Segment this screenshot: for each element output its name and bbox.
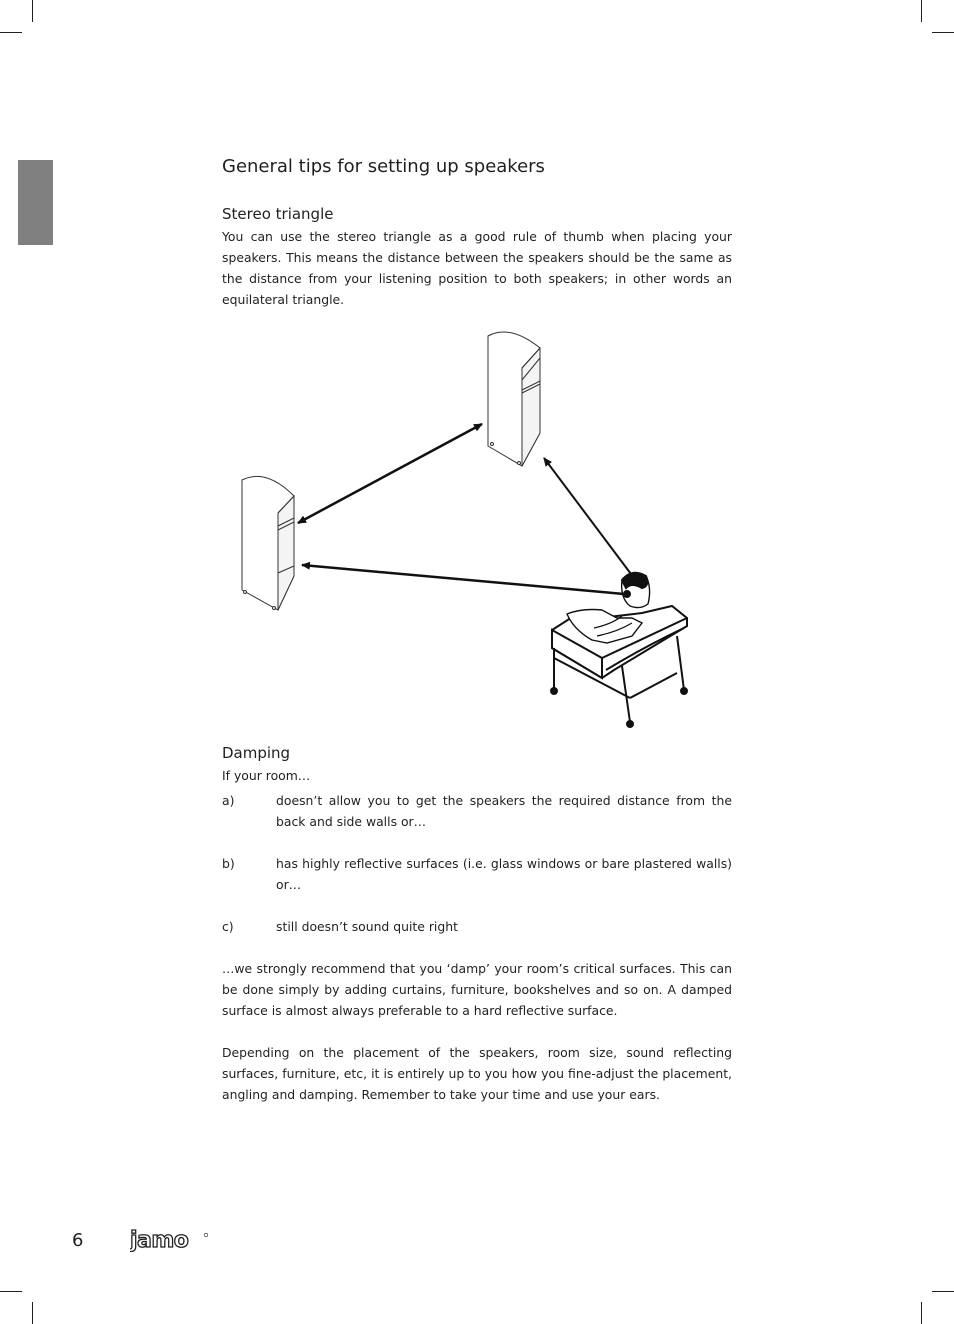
arrow-left-to-listener [302, 565, 624, 594]
page-number: 6 [72, 1230, 84, 1251]
stereo-triangle-illustration [222, 318, 732, 738]
crop-mark [921, 1302, 922, 1324]
list-item-letter: a) [222, 793, 235, 808]
damping-recommendation: …we strongly recommend that you ‘damp’ your room’s critical surfaces. This can be done simply by adding curtains, furniture, bookshelves and so on. A damped surface is almost always preferable to a hard reflective surface. [222, 961, 732, 1018]
page-title: General tips for setting up speakers [222, 156, 545, 177]
crop-mark [921, 0, 922, 22]
crop-mark [932, 1291, 954, 1292]
crop-mark [32, 0, 33, 22]
jamo-logo [130, 1228, 210, 1252]
list-item: has highly reflective surfaces (i.e. glass windows or bare plastered walls) or… [276, 856, 732, 892]
listener-in-chair [551, 573, 687, 727]
damping-intro: If your room… [222, 768, 311, 783]
damping-heading: Damping [222, 744, 291, 762]
svg-text:jamo: jamo [130, 1228, 189, 1252]
list-item-letter: b) [222, 856, 235, 871]
crop-mark [0, 1291, 22, 1292]
speaker-right [488, 332, 540, 466]
list-item: doesn’t allow you to get the speakers the required distance from the back and side walls or… [276, 793, 732, 829]
speaker-left [242, 476, 294, 610]
arrow-right-to-listener [544, 458, 640, 586]
crop-mark [932, 32, 954, 33]
crop-mark [32, 1302, 33, 1324]
stereo-triangle-text: You can use the stereo triangle as a good rule of thumb when placing your speakers. This means the distance between the speakers should be the same as the distance from your listening position to both speakers; in other words an equilateral triangle. [222, 229, 732, 307]
damping-conclusion: Depending on the placement of the speakers, room size, sound reflecting surfaces, furniture, etc, it is entirely up to you how you fine-adjust the placement, angling and damping. Remember to take your time and use your ears. [222, 1045, 732, 1102]
section-tab [18, 160, 53, 245]
stereo-triangle-heading: Stereo triangle [222, 205, 334, 223]
arrow-between-speakers [298, 424, 482, 523]
crop-mark [0, 32, 22, 33]
list-item-letter: c) [222, 919, 234, 934]
list-item: still doesn’t sound quite right [276, 919, 458, 934]
